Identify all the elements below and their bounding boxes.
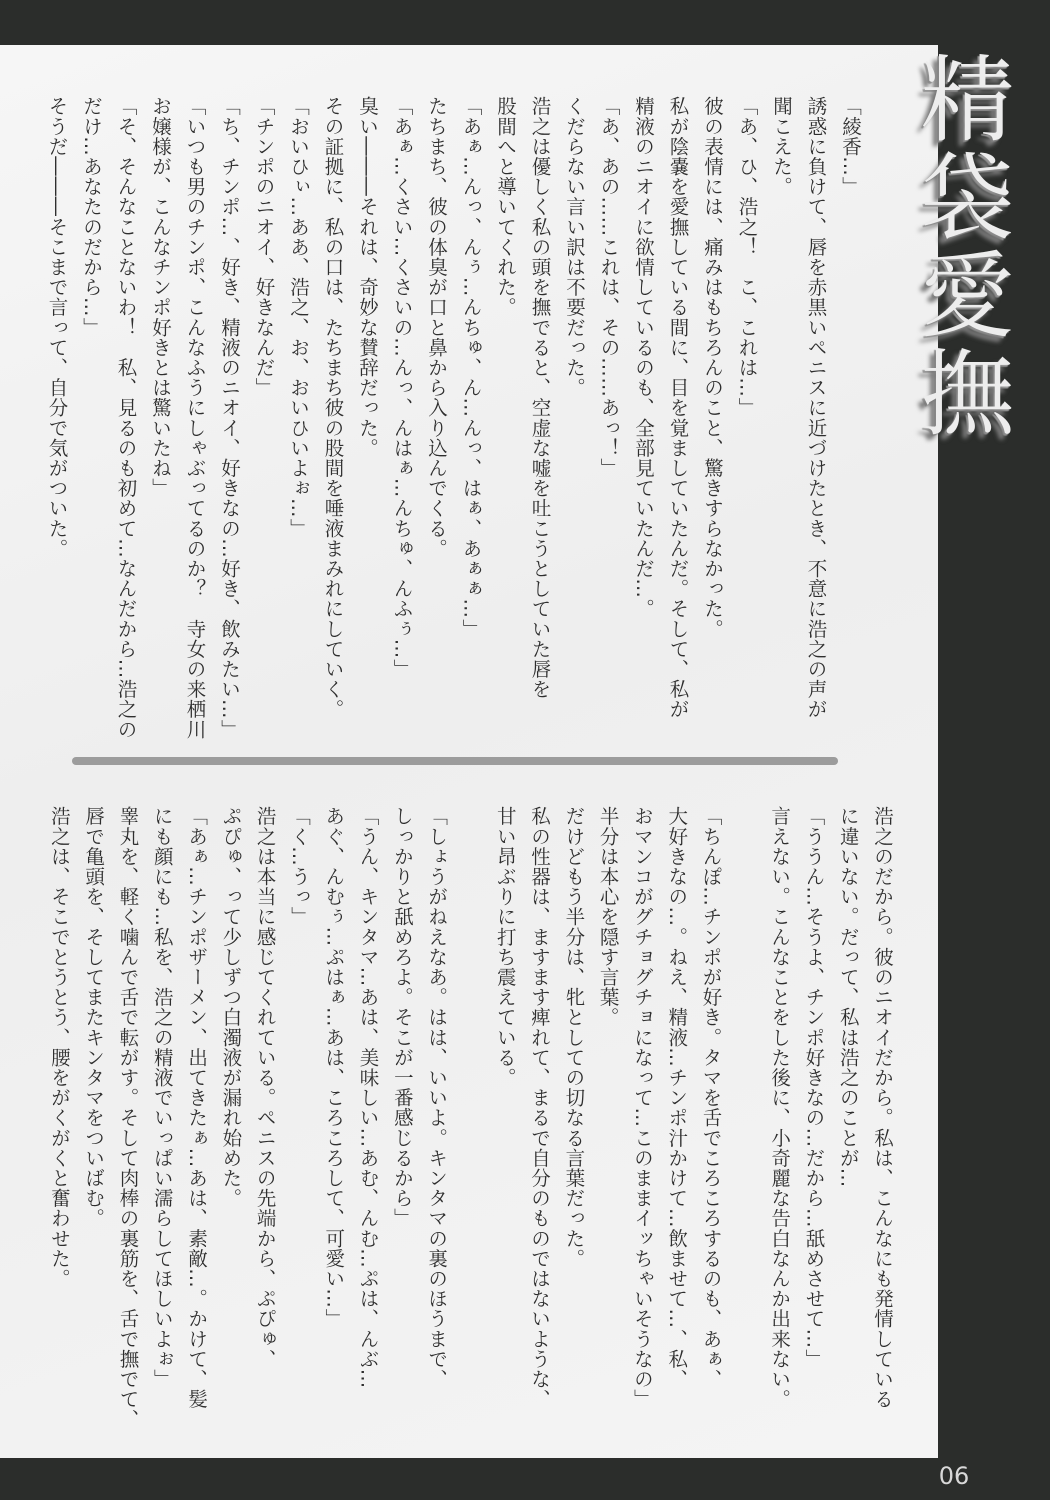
text-line: 「あぁ…んっ、んぅ…んちゅ、ん…んっ、はぁ、あぁぁ…」	[459, 96, 483, 639]
text-line: 「しょうがねえなあ。はは、いいよ。キンタマの裏のほうまで、	[425, 806, 449, 1389]
text-line: 臭い―――それは、奇妙な賛辞だった。	[356, 96, 379, 458]
text-line: 大好きなの…。ねえ、精液…チンポ汁かけて…飲ませて…、私、	[665, 806, 689, 1389]
text-line: 唇で亀頭を、そしてまたキンタマをついばむ。	[82, 806, 106, 1229]
text-line: 「うん、キンタマ…あは、美味しい…あむ、んむ…ぷは、んぶ…	[356, 806, 380, 1389]
text-line: 私の性器は、ますます痺れて、まるで自分のものではないような、	[528, 806, 552, 1409]
text-line: 甘い昂ぶりに打ち震えている。	[493, 806, 517, 1088]
text-line	[453, 806, 487, 1446]
text-line: 浩之のだから。彼のニオイだから。私は、こんなにも発情している	[871, 806, 894, 1409]
text-line: 彼の表情には、痛みはもちろんのこと、驚きすらなかった。	[701, 96, 724, 639]
text-line: おマンコがグチョグチョになって…このままイッちゃいそうなの」	[630, 806, 654, 1409]
text-line: にも顔にも…私を、浩之の精液でいっぱい濡らしてほしいよぉ」	[150, 806, 174, 1389]
text-line: 「おいひぃ…ああ、浩之、お、おいひいよぉ…」	[287, 96, 310, 539]
text-line: あぐ、んむぅ…ぷはぁ…あは、ころころして、可愛い…」	[322, 806, 346, 1329]
text-line: 「ち、チンポ…、好き、精液のニオイ、好きなの…好き、飲みたい…」	[218, 96, 241, 740]
text-line: ぷぴゅ、って少しずつ白濁液が漏れ始めた。	[219, 806, 243, 1208]
text-line: 「あ、あの……これは、その……あっ！」	[597, 96, 621, 478]
text-line: 「綾香…」	[839, 96, 862, 197]
text-line: 「あぁ…チンポザーメン、出てきたぁ…あは、素敵…。かけて、髪	[185, 806, 209, 1409]
text-line: そうだ―――そこまで言って、自分で気がついた。	[45, 96, 69, 559]
lower-text-block	[42, 806, 899, 1446]
page-number: 06	[938, 1462, 970, 1490]
text-line: 浩之は、そこでとうとう、腰をがくがくと奮わせた。	[47, 806, 71, 1289]
text-line: に違いない。だって、私は浩之のことが…	[836, 806, 860, 1188]
text-line: 「あぁ…くさい…くさいの…んっ、んはぁ…んちゅ、んふぅ…」	[390, 96, 414, 679]
text-line: 「あ、ひ、浩之！ こ、これは…」	[735, 96, 759, 418]
text-line: 「く…うっ」	[287, 806, 311, 927]
text-line: 言えない。こんなことをした後に、小奇麗な告白なんか出来ない。	[768, 806, 792, 1409]
upper-text-block	[39, 96, 867, 756]
text-line: お嬢様が、こんなチンポ好きとは驚いたね」	[149, 96, 172, 498]
chapter-title: 精袋愛撫	[904, 50, 1013, 442]
text-line: 「いつも男のチンポ、こんなふうにしゃぶってるのか？ 寺女の来栖川	[183, 96, 207, 740]
section-divider	[72, 757, 838, 765]
text-line: 「ううん…そうよ、チンポ好きなの…だから…舐めさせて…」	[802, 806, 826, 1369]
text-line: たちまち、彼の体臭が口と鼻から入り込んでくる。	[425, 96, 448, 559]
text-line: 「チンポのニオイ、好きなんだ」	[252, 96, 276, 398]
text-line: だけ…あなたのだから…」	[80, 96, 103, 338]
text-line: しっかりと舐めろよ。そこが一番感じるから」	[390, 806, 414, 1229]
text-line: 睾丸を、軽く噛んで舌で転がす。そして肉棒の裏筋を、舌で撫でて、	[116, 806, 140, 1430]
text-line: 精液のニオイに欲情しているのも、全部見ていたんだ…。	[632, 96, 655, 619]
text-line: だけどもう半分は、牝としての切なる言葉だった。	[562, 806, 586, 1269]
text-line: 半分は本心を隠す言葉。	[596, 806, 620, 1028]
text-line: 「そ、そんなことないわ！ 私、見るのも初めて…なんだから…浩之の	[114, 96, 138, 740]
text-line: 誘惑に負けて、唇を赤黒いペニスに近づけたとき、不意に浩之の声が	[804, 96, 828, 720]
text-line: 浩之は本当に感じてくれている。ペニスの先端から、ぷぴゅ、	[253, 806, 277, 1369]
text-line: 私が陰嚢を愛撫している間に、目を覚ましていたんだ。そして、私が	[666, 96, 690, 720]
text-line: 股間へと導いてくれた。	[494, 96, 517, 318]
text-line: 浩之は優しく私の頭を撫でると、空虚な嘘を吐こうとしていた唇を	[528, 96, 552, 699]
text-line: くだらない言い訳は不要だった。	[563, 96, 586, 398]
text-line: 「ちんぽ…チンポが好き。タマを舌でころころするのも、あぁ、	[699, 806, 723, 1389]
text-line: その証拠に、私の口は、たちまち彼の股間を唾液まみれにしていく。	[321, 96, 345, 720]
text-line	[728, 806, 762, 1446]
text-line: 聞こえた。	[770, 96, 793, 197]
